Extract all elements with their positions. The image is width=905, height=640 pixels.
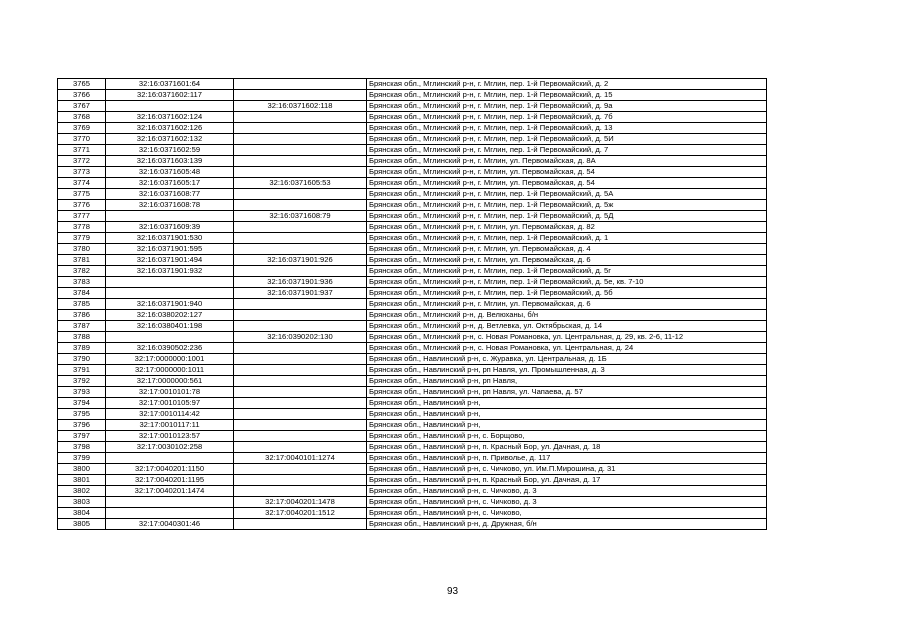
secondary-cadastral-cell — [234, 200, 367, 211]
row-number-cell: 3792 — [58, 376, 106, 387]
table-row — [58, 398, 767, 409]
row-number-cell: 3782 — [58, 266, 106, 277]
table-row — [58, 420, 767, 431]
row-number-cell: 3785 — [58, 299, 106, 310]
address-cell: Брянская обл., Мглинский р-н, с. Новая Романовка, ул. Центральная, д. 24 — [367, 343, 767, 354]
address-cell: Брянская обл., Мглинский р-н, г. Мглин, пер. 1-й Первомайский, д. 5Д — [367, 211, 767, 222]
row-number-cell: 3803 — [58, 497, 106, 508]
page-number: 93 — [446, 586, 459, 597]
property-table — [57, 78, 767, 530]
secondary-cadastral-cell — [234, 123, 367, 134]
cadastral-number-cell: 32:16:0371602:132 — [106, 134, 234, 145]
address-cell: Брянская обл., Мглинский р-н, г. Мглин, пер. 1-й Первомайский, д. 7 — [367, 145, 767, 156]
row-number-cell: 3774 — [58, 178, 106, 189]
table-row — [58, 167, 767, 178]
cadastral-number-cell — [106, 508, 234, 519]
address-cell: Брянская обл., Навлинский р-н, — [367, 409, 767, 420]
table-row — [58, 156, 767, 167]
row-number-cell: 3772 — [58, 156, 106, 167]
address-cell: Брянская обл., Навлинский р-н, — [367, 398, 767, 409]
cadastral-number-cell: 32:16:0371603:139 — [106, 156, 234, 167]
row-number-cell: 3773 — [58, 167, 106, 178]
secondary-cadastral-cell: 32:16:0371605:53 — [234, 178, 367, 189]
table-row — [58, 211, 767, 222]
address-cell: Брянская обл., Навлинский р-н, с. Журавка, ул. Центральная, д. 1Б — [367, 354, 767, 365]
address-cell: Брянская обл., Мглинский р-н, г. Мглин, пер. 1-й Первомайский, д. 15 — [367, 90, 767, 101]
row-number-cell: 3800 — [58, 464, 106, 475]
table-row — [58, 409, 767, 420]
row-number-cell: 3791 — [58, 365, 106, 376]
secondary-cadastral-cell — [234, 486, 367, 497]
secondary-cadastral-cell: 32:16:0371901:926 — [234, 255, 367, 266]
cadastral-number-cell: 32:17:0010114:42 — [106, 409, 234, 420]
address-cell: Брянская обл., Навлинский р-н, с. Чичково, — [367, 508, 767, 519]
secondary-cadastral-cell — [234, 90, 367, 101]
table-row — [58, 387, 767, 398]
row-number-cell: 3769 — [58, 123, 106, 134]
secondary-cadastral-cell: 32:16:0371608:79 — [234, 211, 367, 222]
address-cell: Брянская обл., Мглинский р-н, г. Мглин, ул. Первомайская, д. 6 — [367, 255, 767, 266]
address-cell: Брянская обл., Навлинский р-н, с. Борщово, — [367, 431, 767, 442]
table-row — [58, 332, 767, 343]
secondary-cadastral-cell — [234, 134, 367, 145]
address-cell: Брянская обл., Мглинский р-н, г. Мглин, пер. 1-й Первомайский, д. 9а — [367, 101, 767, 112]
secondary-cadastral-cell — [234, 321, 367, 332]
address-cell: Брянская обл., Мглинский р-н, г. Мглин, пер. 1-й Первомайский, д. 7б — [367, 112, 767, 123]
cadastral-number-cell: 32:16:0371609:39 — [106, 222, 234, 233]
row-number-cell: 3777 — [58, 211, 106, 222]
table-row — [58, 266, 767, 277]
secondary-cadastral-cell — [234, 365, 367, 376]
row-number-cell: 3783 — [58, 277, 106, 288]
table-row — [58, 354, 767, 365]
secondary-cadastral-cell — [234, 266, 367, 277]
cadastral-number-cell: 32:16:0371602:117 — [106, 90, 234, 101]
cadastral-number-cell — [106, 288, 234, 299]
address-cell: Брянская обл., Навлинский р-н, рп Навля, ул. Чапаева, д. 57 — [367, 387, 767, 398]
secondary-cadastral-cell — [234, 233, 367, 244]
secondary-cadastral-cell — [234, 442, 367, 453]
table-row — [58, 299, 767, 310]
secondary-cadastral-cell — [234, 310, 367, 321]
cadastral-number-cell — [106, 211, 234, 222]
row-number-cell: 3771 — [58, 145, 106, 156]
cadastral-number-cell — [106, 101, 234, 112]
secondary-cadastral-cell — [234, 145, 367, 156]
cadastral-number-cell: 32:16:0371602:124 — [106, 112, 234, 123]
secondary-cadastral-cell — [234, 519, 367, 530]
cadastral-number-cell: 32:17:0000000:561 — [106, 376, 234, 387]
secondary-cadastral-cell — [234, 464, 367, 475]
cadastral-number-cell: 32:16:0371601:64 — [106, 79, 234, 90]
row-number-cell: 3786 — [58, 310, 106, 321]
address-cell: Брянская обл., Мглинский р-н, д. Ветлевка, ул. Октябрьская, д. 14 — [367, 321, 767, 332]
row-number-cell: 3775 — [58, 189, 106, 200]
address-cell: Брянская обл., Мглинский р-н, г. Мглин, пер. 1-й Первомайский, д. 2 — [367, 79, 767, 90]
table-row — [58, 442, 767, 453]
row-number-cell: 3789 — [58, 343, 106, 354]
table-row — [58, 123, 767, 134]
cadastral-number-cell: 32:16:0371602:126 — [106, 123, 234, 134]
secondary-cadastral-cell — [234, 387, 367, 398]
table-row — [58, 376, 767, 387]
secondary-cadastral-cell — [234, 343, 367, 354]
table-row — [58, 321, 767, 332]
secondary-cadastral-cell: 32:17:0040101:1274 — [234, 453, 367, 464]
table-row — [58, 464, 767, 475]
secondary-cadastral-cell — [234, 354, 367, 365]
row-number-cell: 3787 — [58, 321, 106, 332]
secondary-cadastral-cell — [234, 431, 367, 442]
row-number-cell: 3766 — [58, 90, 106, 101]
address-cell: Брянская обл., Мглинский р-н, д. Велюханы, б/н — [367, 310, 767, 321]
address-cell: Брянская обл., Мглинский р-н, г. Мглин, ул. Первомайская, д. 82 — [367, 222, 767, 233]
table-row — [58, 134, 767, 145]
cadastral-number-cell: 32:17:0040201:1150 — [106, 464, 234, 475]
row-number-cell: 3797 — [58, 431, 106, 442]
address-cell: Брянская обл., Навлинский р-н, с. Чичково, ул. Им.П.Мирошина, д. 31 — [367, 464, 767, 475]
secondary-cadastral-cell: 32:16:0390202:130 — [234, 332, 367, 343]
table-row — [58, 90, 767, 101]
row-number-cell: 3794 — [58, 398, 106, 409]
secondary-cadastral-cell — [234, 79, 367, 90]
address-cell: Брянская обл., Мглинский р-н, г. Мглин, ул. Первомайская, д. 54 — [367, 178, 767, 189]
cadastral-number-cell: 32:16:0371901:494 — [106, 255, 234, 266]
secondary-cadastral-cell — [234, 244, 367, 255]
row-number-cell: 3780 — [58, 244, 106, 255]
row-number-cell: 3781 — [58, 255, 106, 266]
address-cell: Брянская обл., Мглинский р-н, г. Мглин, пер. 1-й Первомайский, д. 5А — [367, 189, 767, 200]
address-cell: Брянская обл., Мглинский р-н, г. Мглин, пер. 1-й Первомайский, д. 5г — [367, 266, 767, 277]
table-row — [58, 288, 767, 299]
table-row — [58, 486, 767, 497]
secondary-cadastral-cell: 32:16:0371602:118 — [234, 101, 367, 112]
property-table-body — [58, 79, 767, 530]
cadastral-number-cell: 32:17:0010105:97 — [106, 398, 234, 409]
table-row — [58, 189, 767, 200]
secondary-cadastral-cell: 32:16:0371901:937 — [234, 288, 367, 299]
address-cell: Брянская обл., Навлинский р-н, — [367, 420, 767, 431]
cadastral-number-cell: 32:17:0000000:1011 — [106, 365, 234, 376]
address-cell: Брянская обл., Мглинский р-н, г. Мглин, ул. Первомайская, д. 8А — [367, 156, 767, 167]
cadastral-number-cell: 32:17:0010101:78 — [106, 387, 234, 398]
address-cell: Брянская обл., Навлинский р-н, п. Красный Бор, ул. Дачная, д. 17 — [367, 475, 767, 486]
address-cell: Брянская обл., Навлинский р-н, д. Дружная, б/н — [367, 519, 767, 530]
secondary-cadastral-cell — [234, 376, 367, 387]
row-number-cell: 3805 — [58, 519, 106, 530]
table-row — [58, 244, 767, 255]
table-row — [58, 112, 767, 123]
table-row — [58, 200, 767, 211]
table-row — [58, 519, 767, 530]
secondary-cadastral-cell: 32:17:0040201:1512 — [234, 508, 367, 519]
address-cell: Брянская обл., Навлинский р-н, с. Чичково, д. 3 — [367, 486, 767, 497]
address-cell: Брянская обл., Навлинский р-н, рп Навля, ул. Промышленная, д. 3 — [367, 365, 767, 376]
row-number-cell: 3768 — [58, 112, 106, 123]
cadastral-number-cell: 32:17:0010123:57 — [106, 431, 234, 442]
secondary-cadastral-cell — [234, 167, 367, 178]
secondary-cadastral-cell — [234, 398, 367, 409]
cadastral-number-cell: 32:17:0040301:46 — [106, 519, 234, 530]
cadastral-number-cell: 32:16:0380202:127 — [106, 310, 234, 321]
address-cell: Брянская обл., Навлинский р-н, рп Навля, — [367, 376, 767, 387]
cadastral-number-cell — [106, 453, 234, 464]
row-number-cell: 3799 — [58, 453, 106, 464]
cadastral-number-cell: 32:16:0371901:530 — [106, 233, 234, 244]
cadastral-number-cell — [106, 277, 234, 288]
cadastral-number-cell: 32:16:0371901:932 — [106, 266, 234, 277]
cadastral-number-cell: 32:17:0030102:258 — [106, 442, 234, 453]
table-row — [58, 475, 767, 486]
row-number-cell: 3776 — [58, 200, 106, 211]
cadastral-number-cell: 32:16:0390502:236 — [106, 343, 234, 354]
table-row — [58, 255, 767, 266]
secondary-cadastral-cell — [234, 112, 367, 123]
row-number-cell: 3779 — [58, 233, 106, 244]
secondary-cadastral-cell — [234, 222, 367, 233]
row-number-cell: 3796 — [58, 420, 106, 431]
cadastral-number-cell — [106, 332, 234, 343]
address-cell: Брянская обл., Мглинский р-н, г. Мглин, пер. 1-й Первомайский, д. 5ж — [367, 200, 767, 211]
address-cell: Брянская обл., Мглинский р-н, г. Мглин, ул. Первомайская, д. 4 — [367, 244, 767, 255]
secondary-cadastral-cell — [234, 475, 367, 486]
cadastral-number-cell: 32:16:0371605:17 — [106, 178, 234, 189]
row-number-cell: 3795 — [58, 409, 106, 420]
row-number-cell: 3765 — [58, 79, 106, 90]
row-number-cell: 3802 — [58, 486, 106, 497]
cadastral-number-cell: 32:16:0371901:595 — [106, 244, 234, 255]
secondary-cadastral-cell — [234, 189, 367, 200]
secondary-cadastral-cell: 32:16:0371901:936 — [234, 277, 367, 288]
row-number-cell: 3784 — [58, 288, 106, 299]
table-row — [58, 310, 767, 321]
address-cell: Брянская обл., Мглинский р-н, с. Новая Романовка, ул. Центральная, д. 29, кв. 2-6, 11-12 — [367, 332, 767, 343]
table-row — [58, 343, 767, 354]
address-cell: Брянская обл., Навлинский р-н, п. Приволье, д. 117 — [367, 453, 767, 464]
cadastral-number-cell — [106, 497, 234, 508]
secondary-cadastral-cell — [234, 409, 367, 420]
cadastral-number-cell: 32:16:0371901:940 — [106, 299, 234, 310]
cadastral-number-cell: 32:17:0040201:1474 — [106, 486, 234, 497]
table-row — [58, 277, 767, 288]
row-number-cell: 3793 — [58, 387, 106, 398]
cadastral-number-cell: 32:16:0371605:48 — [106, 167, 234, 178]
row-number-cell: 3778 — [58, 222, 106, 233]
table-row — [58, 178, 767, 189]
address-cell: Брянская обл., Мглинский р-н, г. Мглин, пер. 1-й Первомайский, д. 1 — [367, 233, 767, 244]
cadastral-number-cell: 32:16:0371602:59 — [106, 145, 234, 156]
secondary-cadastral-cell — [234, 299, 367, 310]
row-number-cell: 3798 — [58, 442, 106, 453]
row-number-cell: 3801 — [58, 475, 106, 486]
table-row — [58, 365, 767, 376]
row-number-cell: 3770 — [58, 134, 106, 145]
address-cell: Брянская обл., Мглинский р-н, г. Мглин, пер. 1-й Первомайский, д. 5е, кв. 7-10 — [367, 277, 767, 288]
cadastral-number-cell: 32:17:0010117:11 — [106, 420, 234, 431]
table-row — [58, 222, 767, 233]
address-cell: Брянская обл., Мглинский р-н, г. Мглин, пер. 1-й Первомайский, д. 5б — [367, 288, 767, 299]
table-row — [58, 233, 767, 244]
table-row — [58, 79, 767, 90]
table-row — [58, 145, 767, 156]
address-cell: Брянская обл., Мглинский р-н, г. Мглин, пер. 1-й Первомайский, д. 13 — [367, 123, 767, 134]
table-row — [58, 431, 767, 442]
address-cell: Брянская обл., Навлинский р-н, с. Чичково, д. 3 — [367, 497, 767, 508]
address-cell: Брянская обл., Мглинский р-н, г. Мглин, ул. Первомайская, д. 54 — [367, 167, 767, 178]
table-row — [58, 497, 767, 508]
cadastral-number-cell: 32:17:0000000:1001 — [106, 354, 234, 365]
row-number-cell: 3804 — [58, 508, 106, 519]
address-cell: Брянская обл., Мглинский р-н, г. Мглин, ул. Первомайская, д. 6 — [367, 299, 767, 310]
secondary-cadastral-cell — [234, 420, 367, 431]
cadastral-number-cell: 32:17:0040201:1195 — [106, 475, 234, 486]
row-number-cell: 3788 — [58, 332, 106, 343]
secondary-cadastral-cell — [234, 156, 367, 167]
secondary-cadastral-cell: 32:17:0040201:1478 — [234, 497, 367, 508]
address-cell: Брянская обл., Навлинский р-н, п. Красный Бор, ул. Дачная, д. 18 — [367, 442, 767, 453]
table-row — [58, 508, 767, 519]
cadastral-number-cell: 32:16:0380401:198 — [106, 321, 234, 332]
cadastral-number-cell: 32:16:0371608:77 — [106, 189, 234, 200]
cadastral-number-cell: 32:16:0371608:78 — [106, 200, 234, 211]
table-row — [58, 453, 767, 464]
row-number-cell: 3767 — [58, 101, 106, 112]
address-cell: Брянская обл., Мглинский р-н, г. Мглин, пер. 1-й Первомайский, д. 5И — [367, 134, 767, 145]
row-number-cell: 3790 — [58, 354, 106, 365]
table-row — [58, 101, 767, 112]
